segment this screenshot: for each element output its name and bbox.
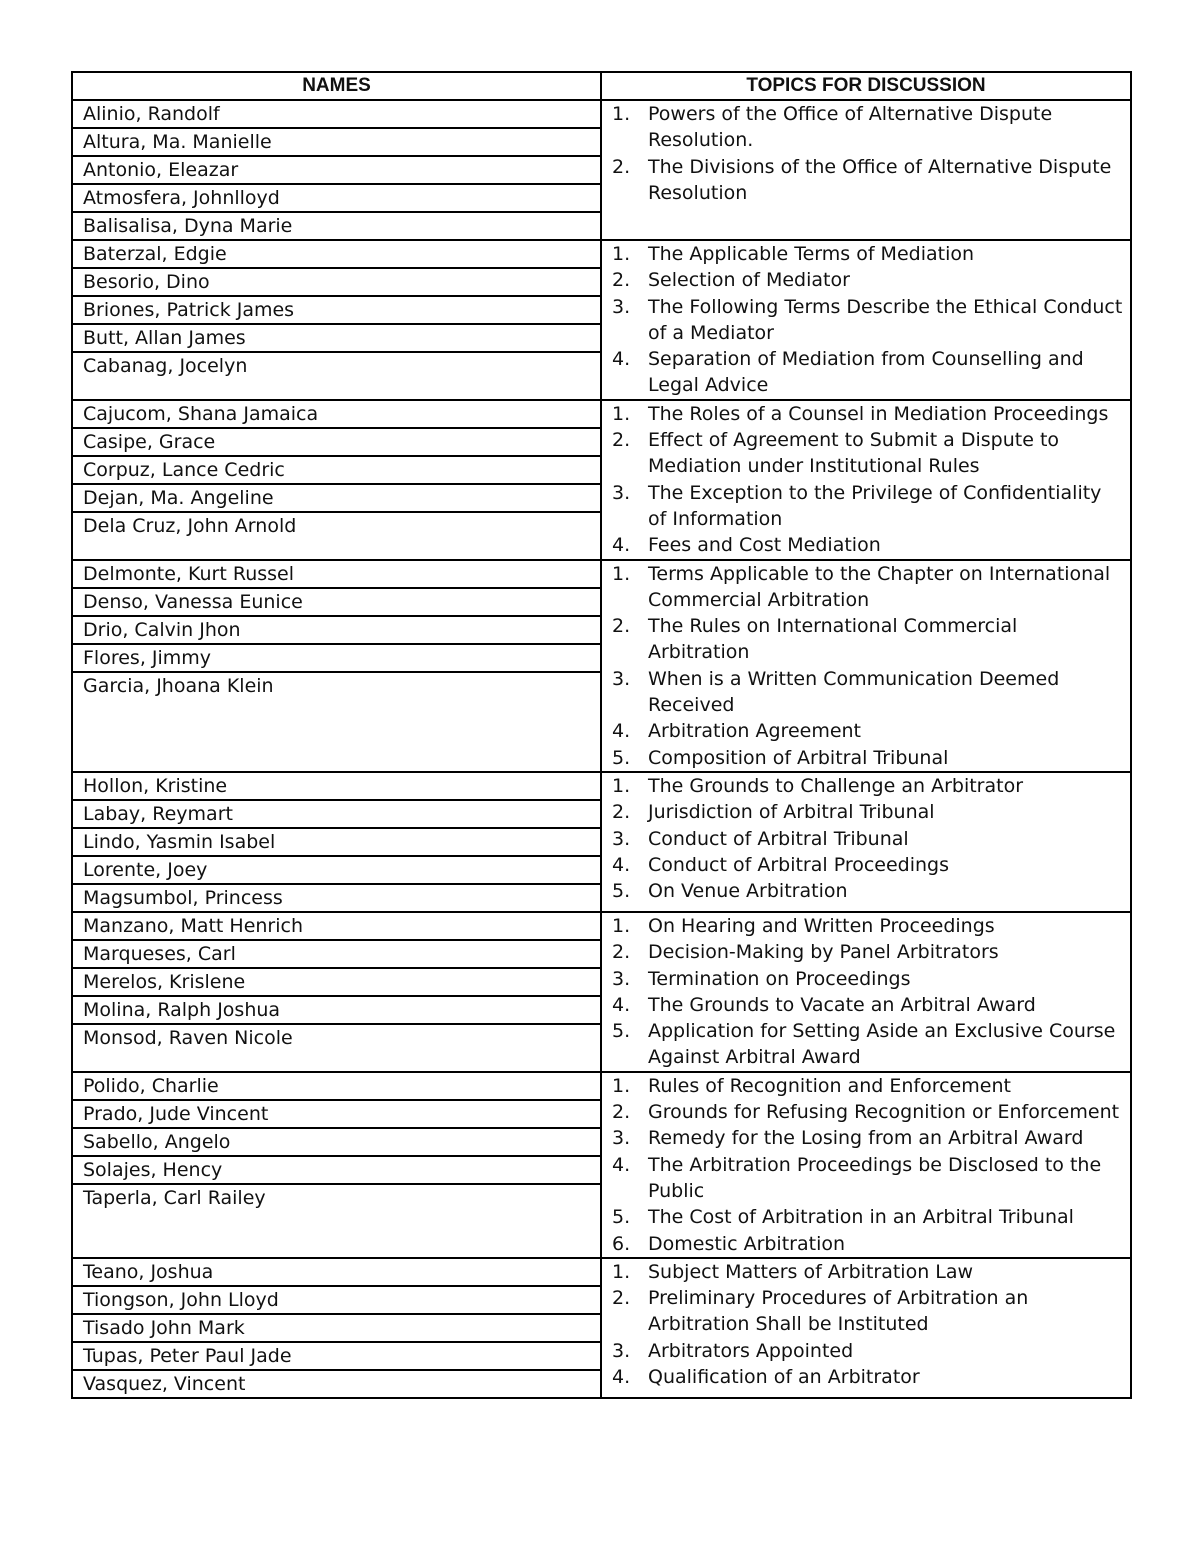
- topic-text: Remedy for the Losing from an Arbitral Award: [648, 1127, 1084, 1150]
- topic-item: [602, 1285, 1130, 1338]
- student-name: Solajes, Hency: [73, 1157, 600, 1185]
- names-cell: [72, 400, 601, 560]
- topic-text: Grounds for Refusing Recognition or Enforcement: [648, 1101, 1120, 1124]
- topic-text: Conduct of Arbitral Proceedings: [648, 853, 950, 876]
- topic-number: 3.: [612, 667, 631, 690]
- topic-number: 1.: [612, 103, 631, 125]
- topic-text: The Following Terms Describe the Ethical Conduct of a Mediator: [648, 295, 1123, 344]
- topics-cell: [601, 100, 1131, 240]
- topic-number: 2.: [612, 429, 631, 452]
- topic-number: 1.: [612, 562, 631, 585]
- topic-item: [602, 427, 1130, 480]
- topic-item: [602, 1125, 1130, 1151]
- topic-text: Conduct of Arbitral Tribunal: [648, 827, 909, 850]
- group-row: [72, 912, 1131, 1072]
- topic-text: Termination on Proceedings: [648, 967, 911, 990]
- topic-item: [602, 1099, 1130, 1125]
- topic-text: The Divisions of the Office of Alternative Dispute Resolution: [648, 155, 1112, 204]
- topic-item: [602, 613, 1130, 666]
- topic-text: The Roles of a Counsel in Mediation Proceedings: [648, 402, 1109, 425]
- student-name: Lorente, Joey: [73, 857, 600, 885]
- names-cell: [72, 100, 601, 240]
- topic-item: [602, 1152, 1130, 1205]
- student-name: Besorio, Dino: [73, 269, 600, 297]
- topic-text: Subject Matters of Arbitration Law: [648, 1260, 974, 1283]
- topics-cell: [601, 1258, 1131, 1398]
- student-name: Flores, Jimmy: [73, 645, 600, 673]
- assignment-table: [71, 71, 1132, 1399]
- student-name: Dela Cruz, John Arnold: [83, 514, 297, 537]
- topic-text: The Arbitration Proceedings be Disclosed to the Public: [648, 1153, 1102, 1202]
- names-cell: [72, 772, 601, 912]
- topic-item: [602, 878, 1130, 904]
- topic-number: 4.: [612, 534, 631, 557]
- names-cell: [72, 1072, 601, 1258]
- student-name: Alinio, Randolf: [73, 101, 600, 129]
- topic-number: 3.: [612, 295, 631, 318]
- topic-item: [602, 799, 1130, 825]
- names-cell: [72, 240, 601, 400]
- topic-text: Preliminary Procedures of Arbitration an Arbitration Shall be Instituted: [648, 1287, 1029, 1336]
- topic-number: 3.: [612, 481, 631, 504]
- topic-item: [602, 852, 1130, 878]
- topics-list: [602, 1259, 1130, 1390]
- student-name: Antonio, Eleazar: [73, 157, 600, 185]
- names-cell: [72, 912, 601, 1072]
- topic-item: [602, 561, 1130, 614]
- names-cell: [72, 560, 601, 772]
- topic-number: 4.: [612, 348, 631, 371]
- student-name: Vasquez, Vincent: [83, 1372, 246, 1395]
- topic-number: 2.: [612, 1287, 631, 1310]
- topic-item: [602, 154, 1130, 207]
- topics-header: TOPICS FOR DISCUSSION: [601, 72, 1131, 100]
- names-list: [73, 1259, 600, 1397]
- topic-text: The Applicable Terms of Mediation: [648, 243, 975, 265]
- student-name: Butt, Allan James: [73, 325, 600, 353]
- group-row: [72, 1258, 1131, 1398]
- topics-list: [602, 241, 1130, 399]
- student-name: Tupas, Peter Paul Jade: [73, 1343, 600, 1371]
- student-name: Atmosfera, Johnlloyd: [73, 185, 600, 213]
- student-name: Tisado John Mark: [73, 1315, 600, 1343]
- topic-text: Arbitration Agreement: [648, 720, 862, 743]
- header-row: [72, 72, 1131, 100]
- student-name: Denso, Vanessa Eunice: [73, 589, 600, 617]
- topic-number: 2.: [612, 155, 631, 178]
- group-row: [72, 100, 1131, 240]
- topic-number: 1.: [612, 1260, 631, 1283]
- topic-number: 2.: [612, 801, 631, 824]
- topic-item: [602, 1231, 1130, 1257]
- student-name: Polido, Charlie: [73, 1073, 600, 1101]
- topics-cell: [601, 560, 1131, 772]
- topic-number: 5.: [612, 1206, 631, 1229]
- topics-list: [602, 913, 1130, 1071]
- topic-number: 5.: [612, 1020, 631, 1043]
- names-list: [73, 241, 600, 379]
- topic-text: When is a Written Communication Deemed Received: [648, 667, 1060, 717]
- topics-list: [602, 401, 1130, 559]
- topic-text: On Hearing and Written Proceedings: [648, 914, 995, 937]
- topic-item: [602, 1073, 1130, 1099]
- student-name: Garcia, Jhoana Klein: [83, 674, 274, 697]
- topic-text: Arbitrators Appointed: [648, 1339, 854, 1362]
- student-name: Altura, Ma. Manielle: [73, 129, 600, 157]
- topic-text: Composition of Arbitral Tribunal: [648, 746, 949, 769]
- topic-text: The Rules on International Commercial Arbitration: [648, 615, 1018, 664]
- topic-item: [602, 101, 1130, 154]
- names-cell: [72, 1258, 601, 1398]
- topic-number: 1.: [612, 1074, 631, 1097]
- topic-number: 2.: [612, 1101, 631, 1124]
- names-list: [73, 101, 600, 239]
- student-name: Baterzal, Edgie: [73, 241, 600, 269]
- topic-number: 1.: [612, 402, 631, 425]
- topic-text: Powers of the Office of Alternative Dispute Resolution.: [648, 103, 1053, 152]
- topic-number: 4.: [612, 1365, 631, 1388]
- topic-item: [602, 532, 1130, 558]
- student-name: Drio, Calvin Jhon: [73, 617, 600, 645]
- topic-item: [602, 346, 1130, 399]
- names-list: [73, 401, 600, 539]
- topic-text: Rules of Recognition and Enforcement: [648, 1074, 1011, 1097]
- student-name: Dejan, Ma. Angeline: [73, 485, 600, 513]
- topic-number: 3.: [612, 1339, 631, 1362]
- topic-item: [602, 294, 1130, 347]
- topic-item: [602, 1259, 1130, 1285]
- topic-text: Decision-Making by Panel Arbitrators: [648, 941, 999, 964]
- topic-text: The Exception to the Privilege of Confidentiality of Information: [648, 481, 1102, 530]
- student-name: Molina, Ralph Joshua: [73, 997, 600, 1025]
- topics-cell: [601, 912, 1131, 1072]
- topic-number: 5.: [612, 746, 631, 769]
- student-name: Lindo, Yasmin Isabel: [73, 829, 600, 857]
- topic-item: [602, 1338, 1130, 1364]
- topic-number: 4.: [612, 1153, 631, 1176]
- student-name: Balisalisa, Dyna Marie: [83, 215, 293, 237]
- topic-item: [602, 1018, 1130, 1071]
- topic-text: The Grounds to Vacate an Arbitral Award: [648, 993, 1036, 1016]
- topic-item: [602, 939, 1130, 965]
- topic-text: Jurisdiction of Arbitral Tribunal: [648, 801, 935, 824]
- topic-number: 2.: [612, 615, 631, 638]
- topic-number: 2.: [612, 941, 631, 964]
- topics-cell: [601, 772, 1131, 912]
- student-name: Briones, Patrick James: [73, 297, 600, 325]
- topic-number: 4.: [612, 853, 631, 876]
- topic-item: [602, 480, 1130, 533]
- group-row: [72, 240, 1131, 400]
- topics-list: [602, 773, 1130, 904]
- topic-text: The Grounds to Challenge an Arbitrator: [648, 774, 1024, 797]
- student-name: Sabello, Angelo: [73, 1129, 600, 1157]
- topic-item: [602, 1204, 1130, 1230]
- student-name: Monsod, Raven Nicole: [83, 1026, 293, 1049]
- student-name: Marqueses, Carl: [73, 941, 600, 969]
- topics-list: [602, 101, 1130, 206]
- topic-text: Separation of Mediation from Counselling and Legal Advice: [648, 348, 1084, 397]
- student-name: Casipe, Grace: [73, 429, 600, 457]
- topic-text: Terms Applicable to the Chapter on International Commercial Arbitration: [648, 562, 1111, 611]
- topics-cell: [601, 240, 1131, 400]
- topics-list: [602, 561, 1130, 771]
- student-name: Taperla, Carl Railey: [83, 1186, 266, 1209]
- student-name: Manzano, Matt Henrich: [73, 913, 600, 941]
- names-list: [73, 1073, 600, 1211]
- topic-item: [602, 267, 1130, 293]
- student-name: Delmonte, Kurt Russel: [73, 561, 600, 589]
- student-name: Corpuz, Lance Cedric: [73, 457, 600, 485]
- student-name: Labay, Reymart: [73, 801, 600, 829]
- group-row: [72, 772, 1131, 912]
- topic-item: [602, 966, 1130, 992]
- group-row: [72, 400, 1131, 560]
- group-body: [72, 100, 1131, 1398]
- topic-number: 4.: [612, 993, 631, 1016]
- topic-number: 5.: [612, 880, 631, 903]
- student-name: Cabanag, Jocelyn: [83, 355, 248, 377]
- document-sheet: [71, 71, 1130, 1399]
- topic-item: [602, 1364, 1130, 1390]
- student-name: Hollon, Kristine: [73, 773, 600, 801]
- topics-list: [602, 1073, 1130, 1257]
- topic-number: 3.: [612, 1127, 631, 1150]
- topic-text: Application for Setting Aside an Exclusive Course Against Arbitral Award: [648, 1020, 1116, 1069]
- topic-item: [602, 241, 1130, 267]
- topic-number: 3.: [612, 827, 631, 850]
- topic-number: 1.: [612, 914, 631, 937]
- topic-text: Fees and Cost Mediation: [648, 534, 881, 557]
- topic-number: 3.: [612, 967, 631, 990]
- topic-item: [602, 773, 1130, 799]
- student-name: Cajucom, Shana Jamaica: [73, 401, 600, 429]
- topic-number: 1.: [612, 243, 631, 265]
- student-name: Merelos, Krislene: [73, 969, 600, 997]
- topic-text: The Cost of Arbitration in an Arbitral Tribunal: [648, 1206, 1074, 1229]
- topic-text: On Venue Arbitration: [648, 880, 848, 903]
- topics-cell: [601, 400, 1131, 560]
- topics-cell: [601, 1072, 1131, 1258]
- topic-item: [602, 826, 1130, 852]
- topic-text: Qualification of an Arbitrator: [648, 1365, 920, 1388]
- topic-number: 4.: [612, 720, 631, 743]
- student-name: Prado, Jude Vincent: [73, 1101, 600, 1129]
- names-list: [73, 561, 600, 699]
- topic-item: [602, 666, 1130, 719]
- student-name: Teano, Joshua: [73, 1259, 600, 1287]
- topic-number: 6.: [612, 1232, 631, 1255]
- names-list: [73, 913, 600, 1051]
- topic-item: [602, 913, 1130, 939]
- topic-item: [602, 401, 1130, 427]
- topic-text: Selection of Mediator: [648, 269, 850, 292]
- group-row: [72, 1072, 1131, 1258]
- topic-item: [602, 745, 1130, 771]
- names-list: [73, 773, 600, 911]
- topic-number: 2.: [612, 269, 631, 292]
- group-row: [72, 560, 1131, 772]
- names-header: NAMES: [72, 72, 601, 100]
- topic-item: [602, 992, 1130, 1018]
- topic-text: Domestic Arbitration: [648, 1232, 846, 1255]
- student-name: Magsumbol, Princess: [83, 886, 283, 909]
- topic-number: 1.: [612, 774, 631, 797]
- topic-item: [602, 718, 1130, 744]
- topic-text: Effect of Agreement to Submit a Dispute to Mediation under Institutional Rules: [648, 429, 1060, 478]
- student-name: Tiongson, John Lloyd: [73, 1287, 600, 1315]
